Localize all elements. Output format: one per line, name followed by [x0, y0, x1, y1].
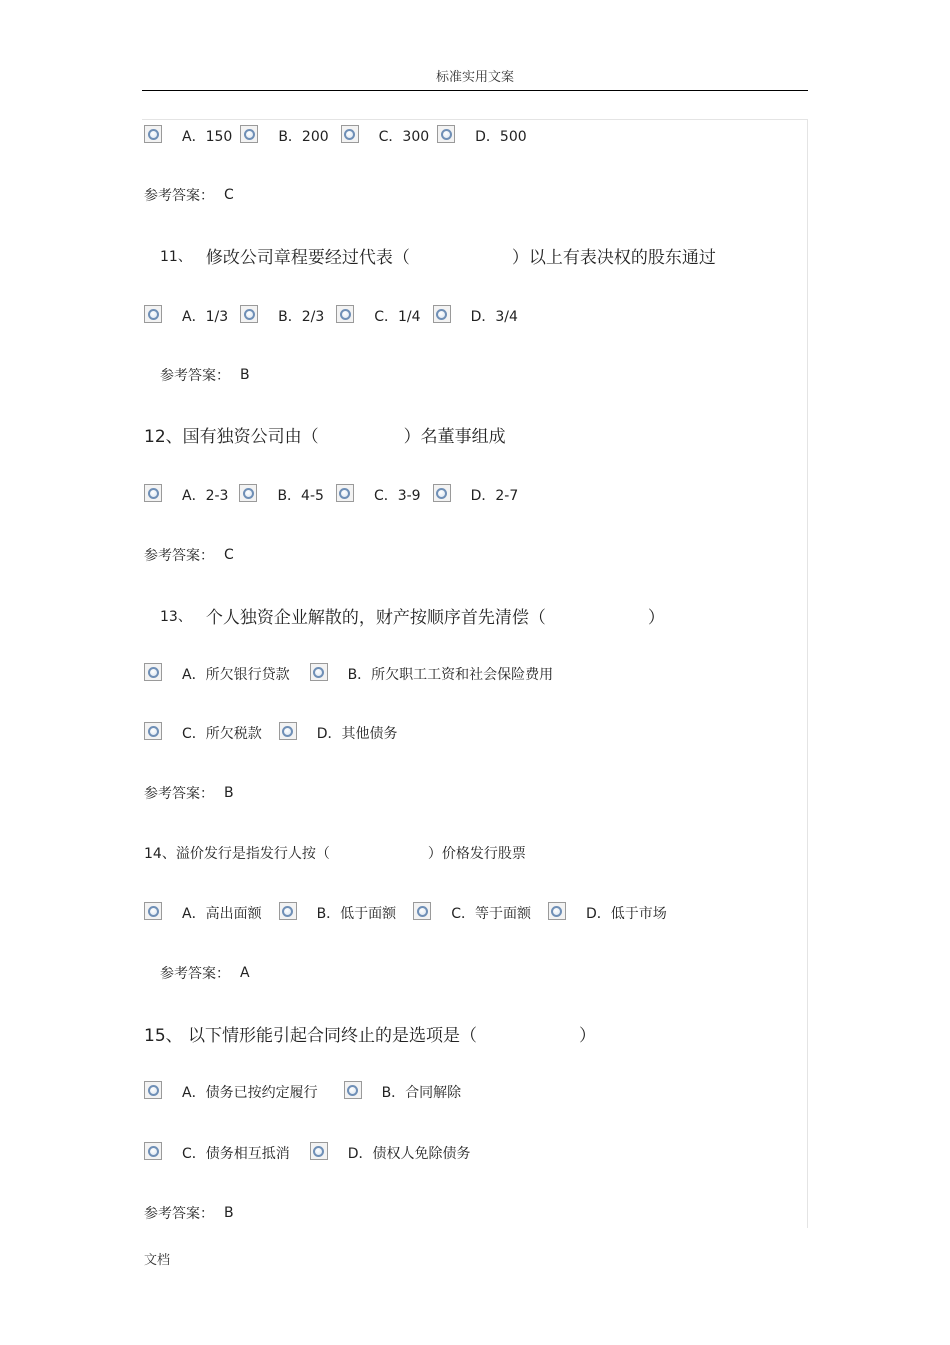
radio-icon[interactable]: [144, 125, 162, 143]
answer-q10: 参考答案： C: [144, 187, 234, 204]
radio-icon[interactable]: [310, 663, 328, 681]
radio-icon[interactable]: [310, 1142, 328, 1160]
option-a[interactable]: A．150: [144, 126, 232, 146]
option-b[interactable]: B．低于面额: [279, 903, 397, 923]
page-header: 标准实用文案: [435, 70, 514, 85]
option-b[interactable]: B．200: [240, 126, 328, 146]
option-c[interactable]: C．1/4: [336, 306, 420, 326]
radio-icon[interactable]: [144, 305, 162, 323]
radio-icon[interactable]: [336, 484, 354, 502]
radio-icon[interactable]: [144, 1081, 162, 1099]
options-row-q13-2: [144, 721, 398, 745]
option-a[interactable]: A．2-3: [144, 485, 228, 505]
radio-icon[interactable]: [279, 722, 297, 740]
options-row-q11: [144, 304, 518, 328]
options-row-q15-1: [144, 1080, 461, 1104]
option-a[interactable]: A．1/3: [144, 306, 228, 326]
option-d[interactable]: D．其他债务: [279, 723, 398, 743]
option-a[interactable]: A．高出面额: [144, 903, 262, 923]
option-c[interactable]: C．等于面额: [413, 903, 531, 923]
option-a[interactable]: A．所欠银行贷款: [144, 664, 290, 684]
radio-icon[interactable]: [144, 902, 162, 920]
answer-q13: 参考答案： B: [144, 785, 234, 802]
question-11: 11、 修改公司章程要经过代表（ ）以上有表决权的股东通过: [160, 248, 716, 268]
answer-q12: 参考答案： C: [144, 547, 234, 564]
question-14: 14、溢价发行是指发行人按（ ）价格发行股票: [144, 846, 526, 862]
option-d[interactable]: D．低于市场: [548, 903, 667, 923]
options-row-q12: [144, 483, 518, 507]
radio-icon[interactable]: [548, 902, 566, 920]
answer-q15: 参考答案： B: [144, 1205, 234, 1222]
option-b[interactable]: B．2/3: [240, 306, 324, 326]
radio-icon[interactable]: [344, 1081, 362, 1099]
radio-icon[interactable]: [144, 484, 162, 502]
radio-icon[interactable]: [279, 902, 297, 920]
radio-icon[interactable]: [240, 305, 258, 323]
option-c[interactable]: C．300: [341, 126, 430, 146]
option-b[interactable]: B．所欠职工工资和社会保险费用: [310, 664, 554, 684]
radio-icon[interactable]: [144, 1142, 162, 1160]
radio-icon[interactable]: [341, 125, 359, 143]
options-row-q14: [144, 901, 667, 925]
radio-icon[interactable]: [240, 125, 258, 143]
question-12: 12、国有独资公司由（ ）名董事组成: [144, 427, 506, 447]
option-b[interactable]: B．4-5: [239, 485, 323, 505]
options-row-q10: [144, 124, 527, 148]
option-d[interactable]: D．500: [437, 126, 527, 146]
question-13: 13、 个人独资企业解散的，财产按顺序首先清偿（ ）: [160, 608, 665, 628]
radio-icon[interactable]: [336, 305, 354, 323]
option-d[interactable]: D．3/4: [433, 306, 518, 326]
radio-icon[interactable]: [433, 305, 451, 323]
answer-q14: 参考答案： A: [160, 965, 250, 982]
option-a[interactable]: A．债务已按约定履行: [144, 1082, 318, 1102]
radio-icon[interactable]: [144, 663, 162, 681]
options-row-q15-2: [144, 1141, 471, 1165]
answer-q11: 参考答案： B: [160, 367, 250, 384]
option-c[interactable]: C．3-9: [336, 485, 421, 505]
radio-icon[interactable]: [239, 484, 257, 502]
option-d[interactable]: D．2-7: [433, 485, 519, 505]
page-footer: 文档: [144, 1253, 171, 1268]
option-c[interactable]: C．债务相互抵消: [144, 1143, 290, 1163]
radio-icon[interactable]: [144, 722, 162, 740]
option-c[interactable]: C．所欠税款: [144, 723, 262, 743]
radio-icon[interactable]: [433, 484, 451, 502]
option-b[interactable]: B．合同解除: [344, 1082, 462, 1102]
options-row-q13-1: [144, 662, 553, 686]
option-d[interactable]: D．债权人免除债务: [310, 1143, 471, 1163]
question-15: 15、 以下情形能引起合同终止的是选项是（ ）: [144, 1026, 597, 1046]
radio-icon[interactable]: [437, 125, 455, 143]
radio-icon[interactable]: [413, 902, 431, 920]
header-divider: [142, 90, 808, 91]
